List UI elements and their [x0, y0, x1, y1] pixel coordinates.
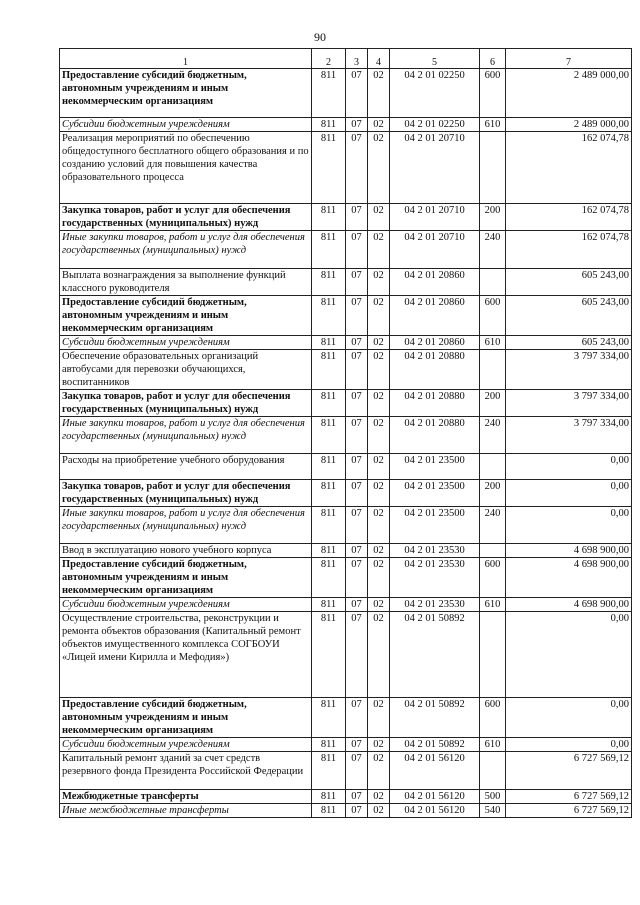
amount-cell: 6 727 569,12 [506, 752, 632, 790]
amount-cell: 605 243,00 [506, 269, 632, 296]
table-row [60, 507, 632, 544]
row-name-cell: Закупка товаров, работ и услуг для обеспечения государственных (муниципальных) нужд [60, 204, 312, 231]
table-row [60, 132, 632, 204]
amount-cell: 6 727 569,12 [506, 790, 632, 804]
row-name-cell: Субсидии бюджетным учреждениям [60, 118, 312, 132]
header-cell: 6 [480, 49, 506, 69]
header-cell: 7 [506, 49, 632, 69]
subsection-code-cell: 02 [368, 790, 390, 804]
expense-type-cell: 600 [480, 558, 506, 598]
amount-cell: 2 489 000,00 [506, 69, 632, 118]
subsection-code-cell: 02 [368, 698, 390, 738]
amount-cell: 6 727 569,12 [506, 804, 632, 818]
target-article-cell: 04 2 01 02250 [390, 69, 480, 118]
target-article-cell: 04 2 01 20860 [390, 336, 480, 350]
subsection-code-cell: 02 [368, 417, 390, 454]
subsection-code-cell: 02 [368, 350, 390, 390]
row-name-cell: Капитальный ремонт зданий за счет средств резервного фонда Президента Российской Федерации [60, 752, 312, 790]
row-name-cell: Закупка товаров, работ и услуг для обеспечения государственных (муниципальных) нужд [60, 390, 312, 417]
expense-type-cell: 240 [480, 417, 506, 454]
grbs-code-cell: 811 [312, 544, 346, 558]
grbs-code-cell: 811 [312, 454, 346, 480]
section-code-cell: 07 [346, 544, 368, 558]
target-article-cell: 04 2 01 56120 [390, 790, 480, 804]
header-cell: 1 [60, 49, 312, 69]
target-article-cell: 04 2 01 20880 [390, 390, 480, 417]
table-row [60, 698, 632, 738]
target-article-cell: 04 2 01 23500 [390, 454, 480, 480]
expense-type-cell [480, 612, 506, 698]
row-name-cell: Иные закупки товаров, работ и услуг для обеспечения государственных (муниципальных) нужд [60, 231, 312, 269]
subsection-code-cell: 02 [368, 804, 390, 818]
expense-type-cell: 610 [480, 738, 506, 752]
section-code-cell: 07 [346, 390, 368, 417]
expense-type-cell: 200 [480, 204, 506, 231]
table-row [60, 738, 632, 752]
subsection-code-cell: 02 [368, 507, 390, 544]
row-name-cell: Иные межбюджетные трансферты [60, 804, 312, 818]
table-row [60, 350, 632, 390]
subsection-code-cell: 02 [368, 544, 390, 558]
expense-type-cell: 600 [480, 296, 506, 336]
section-code-cell: 07 [346, 231, 368, 269]
table-row [60, 204, 632, 231]
expense-type-cell: 610 [480, 336, 506, 350]
grbs-code-cell: 811 [312, 790, 346, 804]
target-article-cell: 04 2 01 20880 [390, 350, 480, 390]
subsection-code-cell: 02 [368, 118, 390, 132]
grbs-code-cell: 811 [312, 698, 346, 738]
section-code-cell: 07 [346, 417, 368, 454]
section-code-cell: 07 [346, 204, 368, 231]
row-name-cell: Обеспечение образовательных организаций автобусами для перевозки обучающихся, воспитанников [60, 350, 312, 390]
expense-type-cell: 600 [480, 698, 506, 738]
subsection-code-cell: 02 [368, 296, 390, 336]
target-article-cell: 04 2 01 23500 [390, 507, 480, 544]
header-cell: 5 [390, 49, 480, 69]
section-code-cell: 07 [346, 296, 368, 336]
amount-cell: 4 698 900,00 [506, 544, 632, 558]
grbs-code-cell: 811 [312, 598, 346, 612]
amount-cell: 3 797 334,00 [506, 417, 632, 454]
subsection-code-cell: 02 [368, 454, 390, 480]
grbs-code-cell: 811 [312, 231, 346, 269]
table-row [60, 69, 632, 118]
subsection-code-cell: 02 [368, 69, 390, 118]
table-row [60, 598, 632, 612]
table-row [60, 544, 632, 558]
expense-type-cell: 600 [480, 69, 506, 118]
table-row [60, 269, 632, 296]
section-code-cell: 07 [346, 738, 368, 752]
target-article-cell: 04 2 01 20710 [390, 132, 480, 204]
amount-cell: 4 698 900,00 [506, 598, 632, 612]
amount-cell: 162 074,78 [506, 204, 632, 231]
amount-cell: 605 243,00 [506, 336, 632, 350]
section-code-cell: 07 [346, 790, 368, 804]
grbs-code-cell: 811 [312, 752, 346, 790]
grbs-code-cell: 811 [312, 507, 346, 544]
subsection-code-cell: 02 [368, 752, 390, 790]
row-name-cell: Реализация мероприятий по обеспечению общедоступного бесплатного общего образования и по созданию условий для повышения качества образовательного процесса [60, 132, 312, 204]
grbs-code-cell: 811 [312, 204, 346, 231]
amount-cell: 3 797 334,00 [506, 390, 632, 417]
table-row [60, 454, 632, 480]
grbs-code-cell: 811 [312, 336, 346, 350]
row-name-cell: Субсидии бюджетным учреждениям [60, 598, 312, 612]
subsection-code-cell: 02 [368, 269, 390, 296]
table-row [60, 336, 632, 350]
table-row [60, 790, 632, 804]
target-article-cell: 04 2 01 20880 [390, 417, 480, 454]
grbs-code-cell: 811 [312, 132, 346, 204]
expense-type-cell: 540 [480, 804, 506, 818]
grbs-code-cell: 811 [312, 804, 346, 818]
expense-type-cell: 610 [480, 118, 506, 132]
grbs-code-cell: 811 [312, 738, 346, 752]
section-code-cell: 07 [346, 752, 368, 790]
section-code-cell: 07 [346, 132, 368, 204]
target-article-cell: 04 2 01 23530 [390, 544, 480, 558]
target-article-cell: 04 2 01 23530 [390, 598, 480, 612]
grbs-code-cell: 811 [312, 480, 346, 507]
row-name-cell: Осуществление строительства, реконструкции и ремонта объектов образования (Капитальный ремонт объектов имущественного комплекса СОГБОУИ «Лицей имени Кирилла и Мефодия») [60, 612, 312, 698]
header-cell: 4 [368, 49, 390, 69]
amount-cell: 0,00 [506, 480, 632, 507]
section-code-cell: 07 [346, 507, 368, 544]
expense-type-cell [480, 454, 506, 480]
table-row [60, 558, 632, 598]
target-article-cell: 04 2 01 56120 [390, 752, 480, 790]
expense-type-cell: 200 [480, 480, 506, 507]
grbs-code-cell: 811 [312, 296, 346, 336]
subsection-code-cell: 02 [368, 132, 390, 204]
amount-cell: 4 698 900,00 [506, 558, 632, 598]
expense-type-cell: 610 [480, 598, 506, 612]
subsection-code-cell: 02 [368, 336, 390, 350]
subsection-code-cell: 02 [368, 390, 390, 417]
header-row [60, 49, 632, 69]
table-row [60, 390, 632, 417]
amount-cell: 0,00 [506, 454, 632, 480]
row-name-cell: Закупка товаров, работ и услуг для обеспечения государственных (муниципальных) нужд [60, 480, 312, 507]
amount-cell: 162 074,78 [506, 132, 632, 204]
target-article-cell: 04 2 01 20860 [390, 296, 480, 336]
table-row [60, 118, 632, 132]
row-name-cell: Субсидии бюджетным учреждениям [60, 336, 312, 350]
section-code-cell: 07 [346, 336, 368, 350]
amount-cell: 0,00 [506, 507, 632, 544]
row-name-cell: Предоставление субсидий бюджетным, автономным учреждениям и иным некоммерческим организациям [60, 296, 312, 336]
amount-cell: 605 243,00 [506, 296, 632, 336]
target-article-cell: 04 2 01 20710 [390, 231, 480, 269]
amount-cell: 3 797 334,00 [506, 350, 632, 390]
amount-cell: 0,00 [506, 612, 632, 698]
grbs-code-cell: 811 [312, 69, 346, 118]
target-article-cell: 04 2 01 20710 [390, 204, 480, 231]
expense-type-cell: 240 [480, 507, 506, 544]
subsection-code-cell: 02 [368, 612, 390, 698]
table-row [60, 612, 632, 698]
expense-type-cell [480, 752, 506, 790]
target-article-cell: 04 2 01 23500 [390, 480, 480, 507]
subsection-code-cell: 02 [368, 231, 390, 269]
target-article-cell: 04 2 01 02250 [390, 118, 480, 132]
section-code-cell: 07 [346, 350, 368, 390]
subsection-code-cell: 02 [368, 480, 390, 507]
row-name-cell: Ввод в эксплуатацию нового учебного корпуса [60, 544, 312, 558]
section-code-cell: 07 [346, 558, 368, 598]
row-name-cell: Иные закупки товаров, работ и услуг для обеспечения государственных (муниципальных) нужд [60, 507, 312, 544]
target-article-cell: 04 2 01 50892 [390, 698, 480, 738]
subsection-code-cell: 02 [368, 598, 390, 612]
table-row [60, 296, 632, 336]
header-cell: 3 [346, 49, 368, 69]
expense-type-cell: 200 [480, 390, 506, 417]
table-row [60, 480, 632, 507]
row-name-cell: Иные закупки товаров, работ и услуг для обеспечения государственных (муниципальных) нужд [60, 417, 312, 454]
section-code-cell: 07 [346, 804, 368, 818]
subsection-code-cell: 02 [368, 204, 390, 231]
table-row [60, 231, 632, 269]
expense-type-cell [480, 132, 506, 204]
expense-type-cell [480, 544, 506, 558]
row-name-cell: Предоставление субсидий бюджетным, автономным учреждениям и иным некоммерческим организациям [60, 69, 312, 118]
table-row [60, 417, 632, 454]
subsection-code-cell: 02 [368, 558, 390, 598]
table-row [60, 752, 632, 790]
amount-cell: 162 074,78 [506, 231, 632, 269]
row-name-cell: Субсидии бюджетным учреждениям [60, 738, 312, 752]
page-number: 90 [314, 30, 326, 44]
grbs-code-cell: 811 [312, 350, 346, 390]
section-code-cell: 07 [346, 269, 368, 296]
target-article-cell: 04 2 01 50892 [390, 612, 480, 698]
row-name-cell: Выплата вознаграждения за выполнение функций классного руководителя [60, 269, 312, 296]
amount-cell: 2 489 000,00 [506, 118, 632, 132]
budget-table [59, 48, 632, 818]
section-code-cell: 07 [346, 698, 368, 738]
amount-cell: 0,00 [506, 698, 632, 738]
expense-type-cell: 500 [480, 790, 506, 804]
expense-type-cell [480, 350, 506, 390]
table-row [60, 804, 632, 818]
row-name-cell: Расходы на приобретение учебного оборудования [60, 454, 312, 480]
grbs-code-cell: 811 [312, 417, 346, 454]
grbs-code-cell: 811 [312, 269, 346, 296]
row-name-cell: Межбюджетные трансферты [60, 790, 312, 804]
section-code-cell: 07 [346, 480, 368, 507]
expense-type-cell: 240 [480, 231, 506, 269]
grbs-code-cell: 811 [312, 390, 346, 417]
target-article-cell: 04 2 01 56120 [390, 804, 480, 818]
grbs-code-cell: 811 [312, 118, 346, 132]
section-code-cell: 07 [346, 118, 368, 132]
grbs-code-cell: 811 [312, 558, 346, 598]
row-name-cell: Предоставление субсидий бюджетным, автономным учреждениям и иным некоммерческим организациям [60, 558, 312, 598]
expense-type-cell [480, 269, 506, 296]
amount-cell: 0,00 [506, 738, 632, 752]
target-article-cell: 04 2 01 50892 [390, 738, 480, 752]
section-code-cell: 07 [346, 454, 368, 480]
row-name-cell: Предоставление субсидий бюджетным, автономным учреждениям и иным некоммерческим организациям [60, 698, 312, 738]
header-cell: 2 [312, 49, 346, 69]
section-code-cell: 07 [346, 69, 368, 118]
target-article-cell: 04 2 01 23530 [390, 558, 480, 598]
grbs-code-cell: 811 [312, 612, 346, 698]
section-code-cell: 07 [346, 598, 368, 612]
section-code-cell: 07 [346, 612, 368, 698]
subsection-code-cell: 02 [368, 738, 390, 752]
target-article-cell: 04 2 01 20860 [390, 269, 480, 296]
